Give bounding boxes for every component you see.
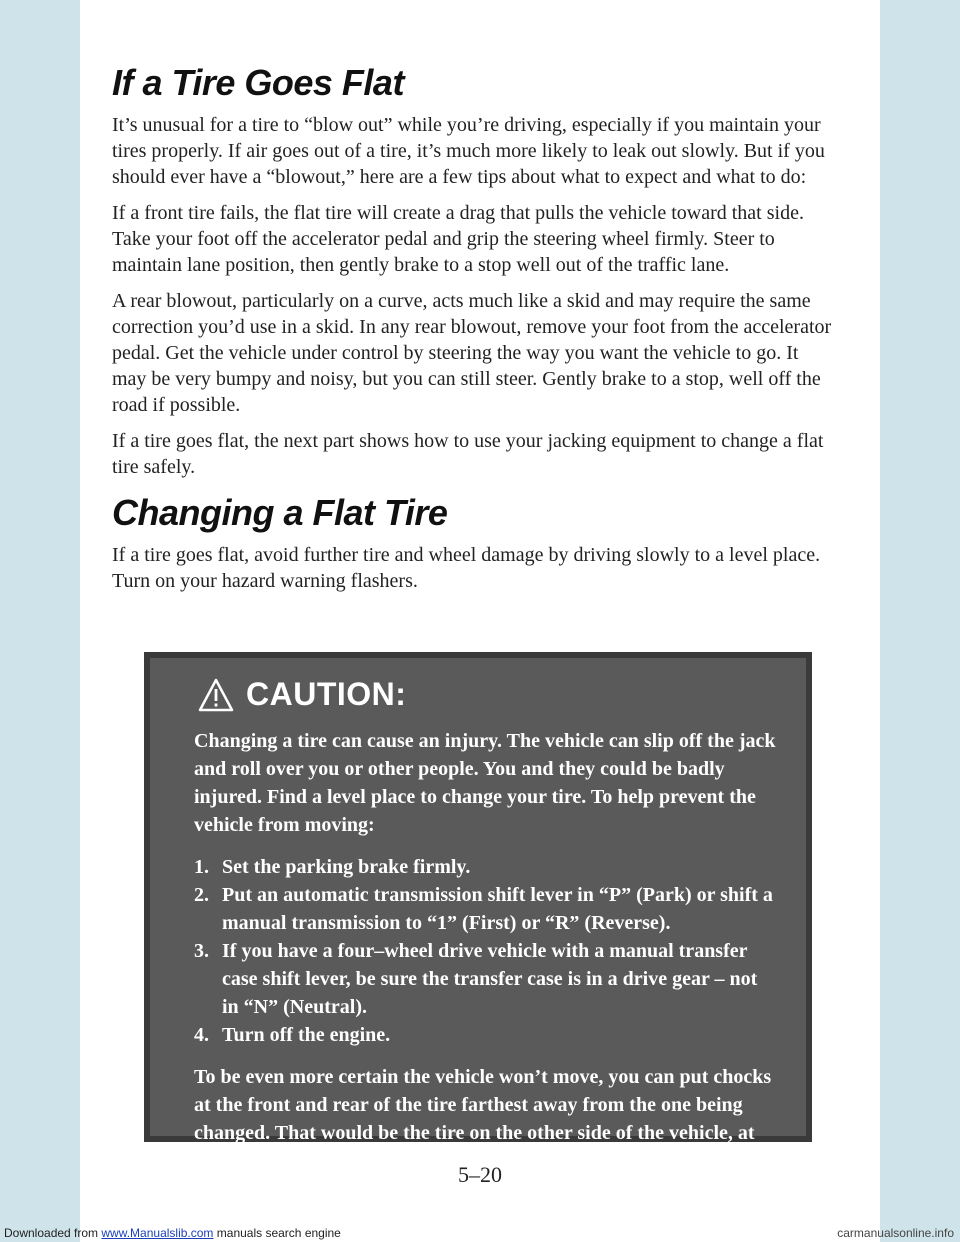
- manualslib-link[interactable]: www.Manualslib.com: [101, 1226, 214, 1240]
- section-title-tire-flat: If a Tire Goes Flat: [112, 62, 404, 103]
- footer-prefix: Downloaded from: [4, 1226, 102, 1240]
- paragraph: If a front tire fails, the flat tire will create a drag that pulls the vehicle toward that side. Take your foot off the accelerator pedal and grip the steering wheel firmly. Steer to maintain lane position, then gently brake to a stop well out of the traffic lane.: [112, 202, 804, 276]
- section-title-changing-tire: Changing a Flat Tire: [112, 492, 448, 533]
- page-number: 5–20: [458, 1162, 502, 1187]
- caution-outro: To be even more certain the vehicle won’t move, you can put chocks at the front and rear of the tire farthest away from the one being changed. That would be the tire on the other side of the vehicle, at the opposite end.: [194, 1066, 772, 1172]
- page-content: [112, 62, 832, 604]
- caution-intro: Changing a tire can cause an injury. The vehicle can slip off the jack and roll over you or other people. You and they could be badly injured. Find a level place to change your tire. To help prevent the vehicle from moving:: [194, 730, 776, 836]
- caution-step: 2. Put an automatic transmission shift lever in “P” (Park) or shift a manual transmission to “1” (First) or “R” (Reverse).: [214, 881, 776, 937]
- caution-step: 3. If you have a four–wheel drive vehicle with a manual transfer case shift lever, be sure the transfer case is in a drive gear – not in “N” (Neutral).: [214, 937, 776, 1021]
- caution-step: 1. Set the parking brake firmly.: [214, 853, 776, 881]
- paragraph: If a tire goes flat, avoid further tire and wheel damage by driving slowly to a level place. Turn on your hazard warning flashers.: [112, 544, 821, 592]
- caution-step: 4. Turn off the engine.: [214, 1021, 776, 1049]
- paragraph: It’s unusual for a tire to “blow out” while you’re driving, especially if you maintain your tires properly. If air goes out of a tire, it’s much more likely to leak out slowly. But if you should ever have a “blowout,” here are a few tips about what to expect and what to do:: [112, 114, 825, 188]
- caution-box: [144, 652, 812, 1172]
- download-footer: [0, 1225, 960, 1242]
- footer-source: [4, 1225, 341, 1242]
- caution-title: CAUTION:: [246, 676, 407, 712]
- footer-suffix: manuals search engine: [213, 1226, 341, 1240]
- warning-triangle-icon: [198, 678, 234, 712]
- footer-watermark: carmanualsonline.info: [837, 1226, 954, 1240]
- caution-header: [198, 676, 776, 713]
- caution-steps: [170, 853, 776, 1049]
- paragraph: A rear blowout, particularly on a curve, acts much like a skid and may require the same correction you’d use in a skid. In any rear blowout, remove your foot from the accelerator pedal. Get the vehicle under control by steering the way you want the vehicle to go. It may be very bumpy and noisy, but you can still steer. Gently brake to a stop, well off the road if possible.: [112, 290, 832, 416]
- paragraph: If a tire goes flat, the next part shows how to use your jacking equipment to change a flat tire safely.: [112, 430, 824, 478]
- manual-page: [80, 0, 880, 1242]
